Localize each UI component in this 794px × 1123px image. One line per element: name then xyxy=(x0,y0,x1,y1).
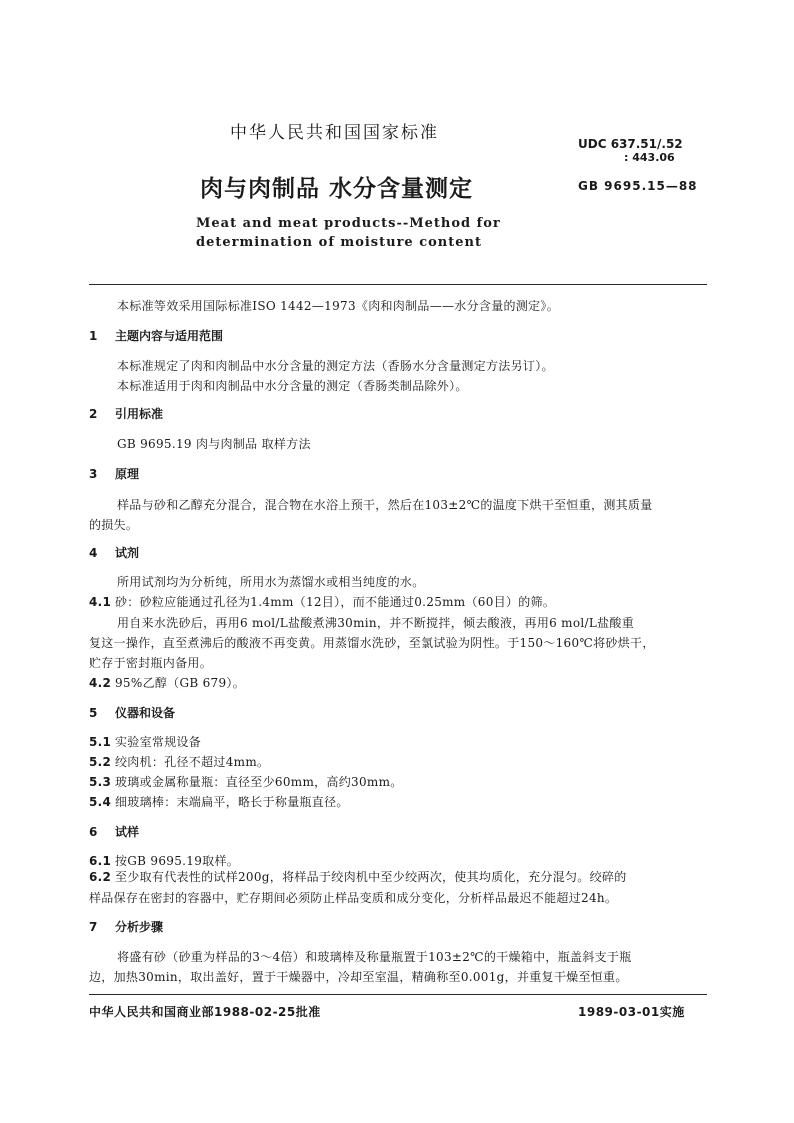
item-text: 细玻璃棒：末端扁平，略长于称量瓶直径。 xyxy=(115,795,349,809)
section-number: 4 xyxy=(89,546,98,560)
section-3-line-1: 样品与砂和乙醇充分混合，混合物在水浴上预干，然后在103±2℃的温度下烘干至恒重，测其质量 xyxy=(117,498,653,512)
header-divider xyxy=(89,284,707,285)
section-title: 引用标准 xyxy=(115,407,164,421)
section-title: 原理 xyxy=(115,467,140,481)
item-number: 5.4 xyxy=(89,795,112,809)
section-number: 1 xyxy=(89,329,98,343)
section-number: 6 xyxy=(89,825,98,839)
item-number: 4.1 xyxy=(89,595,112,609)
section-6-heading xyxy=(89,823,139,840)
item-text: 95%乙醇（GB 679）。 xyxy=(115,676,245,690)
item-6-2-line-2: 样品保存在密封的容器中，贮存期间必须防止样品变质和成分变化，分析样品最迟不能超过24h。 xyxy=(89,891,618,905)
section-1-para-1: 本标准规定了肉和肉制品中水分含量的测定方法（香肠水分含量测定方法另订）。 xyxy=(117,359,554,373)
section-number: 5 xyxy=(89,706,98,720)
item-5-4 xyxy=(89,793,349,810)
section-title: 仪器和设备 xyxy=(115,706,176,720)
section-3-line-2: 的损失。 xyxy=(89,518,139,532)
section-4-heading xyxy=(89,544,139,561)
item-5-1 xyxy=(89,733,201,750)
section-2-para-1: GB 9695.19 肉与肉制品 取样方法 xyxy=(117,437,311,451)
item-4-2 xyxy=(89,674,245,691)
approval-date: 中华人民共和国商业部1988-02-25批准 xyxy=(89,1005,321,1019)
section-title: 分析步骤 xyxy=(115,920,164,934)
title-en-line-1: Meat and meat products--Method for xyxy=(196,216,501,231)
item-5-2 xyxy=(89,753,269,770)
item-text: 绞肉机：孔径不超过4mm。 xyxy=(115,755,270,769)
gb-number: GB 9695.15—88 xyxy=(578,179,698,193)
item-5-3 xyxy=(89,773,403,790)
effective-date: 1989-03-01实施 xyxy=(578,1005,685,1019)
item-4-1-line-4: 贮存于密封瓶内备用。 xyxy=(89,656,213,670)
section-7-line-1: 将盛有砂（砂重为样品的3～4倍）和玻璃棒及称量瓶置于103±2℃的干燥箱中，瓶盖斜支于瓶 xyxy=(117,950,632,964)
udc-code-sub: : 443.06 xyxy=(624,151,675,164)
section-title: 主题内容与适用范围 xyxy=(115,329,224,343)
document-title-en xyxy=(196,214,501,252)
section-1-heading xyxy=(89,327,223,344)
section-4-para-1: 所用试剂均为分析纯，所用水为蒸馏水或相当纯度的水。 xyxy=(117,575,425,589)
item-number: 5.1 xyxy=(89,735,112,749)
section-title: 试剂 xyxy=(115,546,140,560)
udc-code: UDC 637.51/.52 xyxy=(578,137,683,151)
intro-text: 本标准等效采用国际标准ISO 1442—1973《肉和肉制品——水分含量的测定》。 xyxy=(117,299,559,313)
document-title-cn: 肉与肉制品 水分含量测定 xyxy=(200,176,474,202)
item-6-1 xyxy=(89,852,239,869)
section-5-heading xyxy=(89,704,175,721)
section-number: 2 xyxy=(89,407,98,421)
section-2-heading xyxy=(89,405,163,422)
footer-divider xyxy=(89,994,707,995)
section-3-heading xyxy=(89,465,139,482)
item-text: 实验室常规设备 xyxy=(115,735,202,749)
section-title: 试样 xyxy=(115,825,140,839)
country-standard-label: 中华人民共和国国家标准 xyxy=(230,123,439,143)
title-en-line-2: determination of moisture content xyxy=(196,235,482,250)
item-4-1-line-2: 用自来水洗砂后，再用6 mol/L盐酸煮沸30min，并不断搅拌，倾去酸液，再用6 mol/L盐酸重 xyxy=(117,616,635,630)
item-4-1-line-3: 复这一操作，直至煮沸后的酸液不再变黄。用蒸馏水洗砂，至氯试验为阴性。于150～160℃将砂烘干， xyxy=(89,636,655,650)
item-number: 4.2 xyxy=(89,676,112,690)
section-7-line-2: 边，加热30min，取出盖好，置于干燥器中，冷却至室温，精确称至0.001g，并重复干燥至恒重。 xyxy=(89,970,628,984)
section-1-para-2: 本标准适用于肉和肉制品中水分含量的测定（香肠类制品除外）。 xyxy=(117,379,468,393)
section-7-heading xyxy=(89,918,163,935)
item-6-2 xyxy=(89,868,627,885)
item-number: 6.1 xyxy=(89,854,112,868)
item-text: 按GB 9695.19取样。 xyxy=(115,854,240,868)
item-text: 玻璃或金属称量瓶：直径至少60mm，高约30mm。 xyxy=(115,775,403,789)
section-number: 3 xyxy=(89,467,98,481)
item-number: 5.2 xyxy=(89,755,112,769)
item-text: 至少取有代表性的试样200g，将样品于绞肉机中至少绞两次，使其均质化，充分混匀。绞碎的 xyxy=(115,870,627,884)
item-number: 6.2 xyxy=(89,870,112,884)
section-number: 7 xyxy=(89,920,98,934)
item-number: 5.3 xyxy=(89,775,112,789)
item-text: 砂：砂粒应能通过孔径为1.4mm（12目），而不能通过0.25mm（60目）的筛。 xyxy=(115,595,556,609)
item-4-1 xyxy=(89,593,555,610)
